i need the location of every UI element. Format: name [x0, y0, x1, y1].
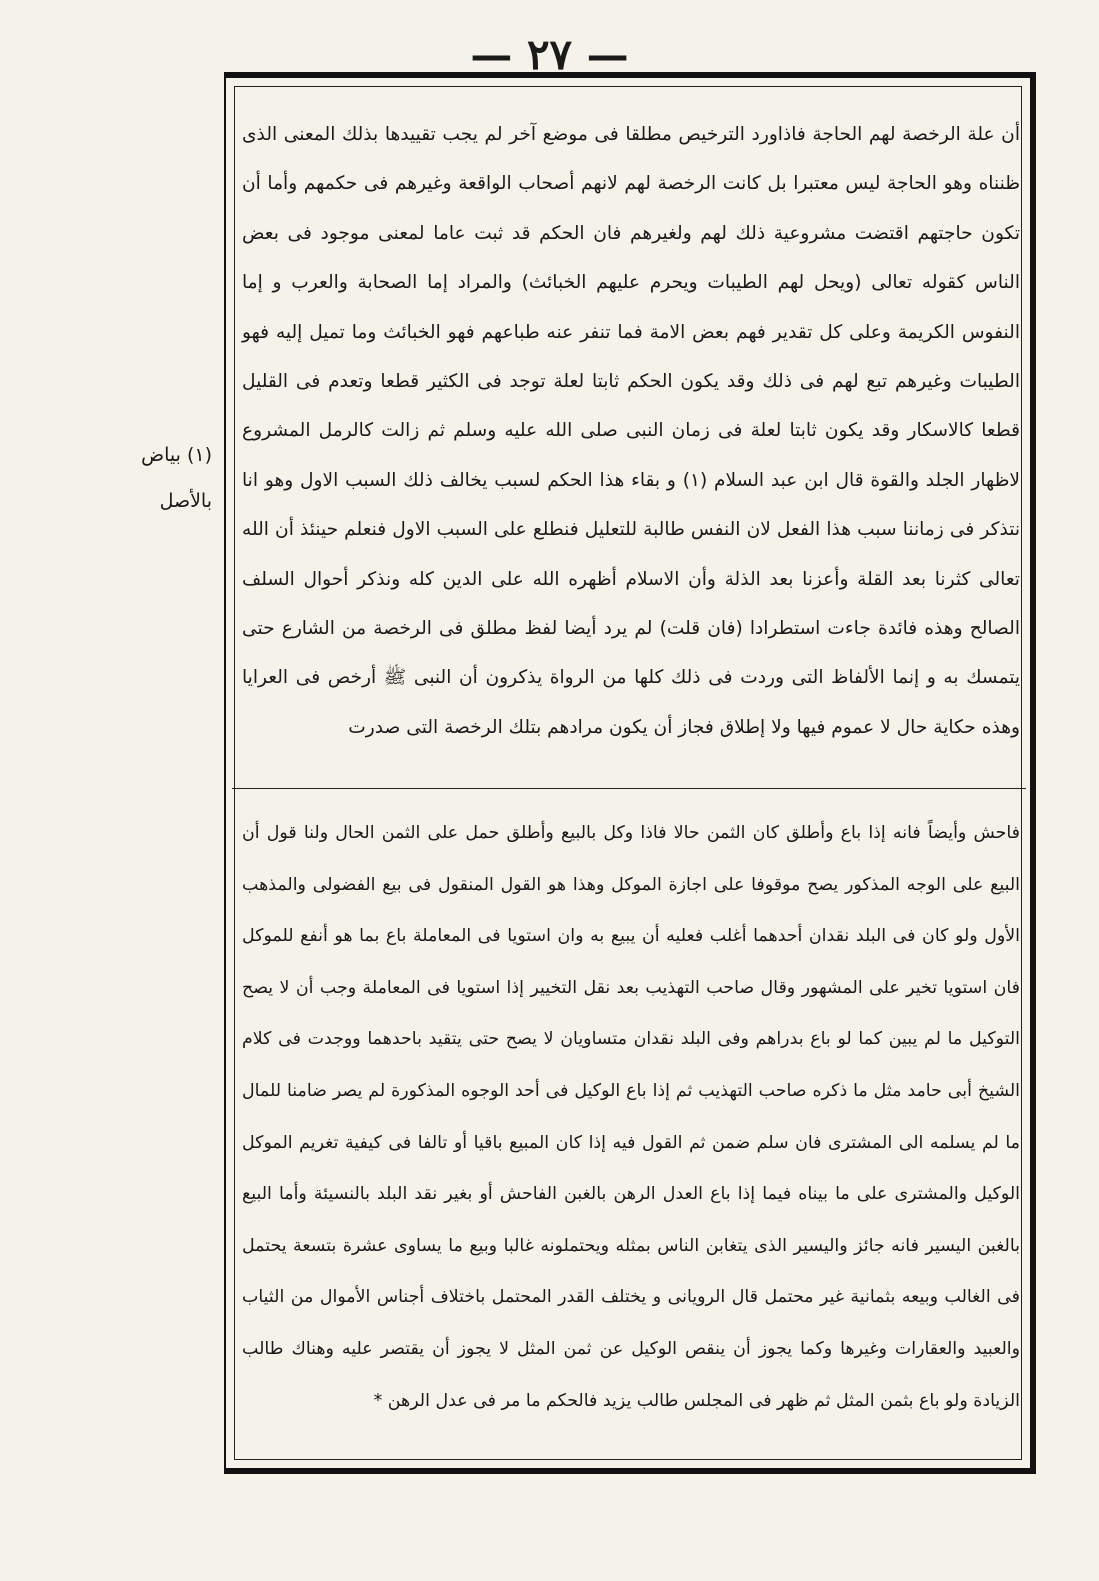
main-text-block: أن علة الرخصة لهم الحاجة فاذاورد الترخيص مطلقا فى موضع آخر لم يجب تقييدها بذلك المعنى الذى ظنناه وهو الحاجة ليس معتبرا بل كانت الرخصة لهم لانهم أصحاب الواقعة وغيرهم فى حكمهم وأما أن تكون حاجتهم اقتضت مشروعية ذلك لهم ولغيرهم فان الحكم قد ثبت عاما لمعنى موجود فى بعض الناس كقوله تعالى (ويحل لهم الطيبات ويحرم عليهم الخبائث) والمراد إما الصحابة والعرب و إما النفوس الكريمة وعلى كل تقدير فهم بعض الامة فما تنفر عنه طباعهم فهو الخبائث وما تميل إليه فهو الطيبات وغيرهم تبع لهم فى ذلك وقد يكون الحكم ثابتا لعلة توجد فى الكثير قطعا وتعدم فى القليل قطعا كالاسكار وقد يكون ثابتا لعلة فى زمان النبى صلى الله عليه وسلم ثم زالت كالرمل المشروع لاظهار الجلد والقوة قال ابن عبد السلام (١) و بقاء هذا الحكم لسبب يخالف ذلك السبب الاول وهو انا نتذكر فى زماننا سبب هذا الفعل لان النفس طالبة للتعليل فنطلع على السبب الاول فنعلم حينئذ أن الله تعالى كثرنا بعد القلة وأعزنا بعد الذلة وأن الاسلام أظهره الله على الدين كله ونذكر أحوال السلف الصالح وهذه فائدة جاءت استطرادا (فان قلت) لم يرد أيضا لفظ مطلق فى الرخصة من الشارع حتى يتمسك به و إنما الألفاظ التى وردت فى ذلك كلها من الرواة يذكرون أن النبى ﷺ أرخص فى العرايا وهذه حكاية حال لا عموم فيها ولا إطلاق فجاز أن يكون مرادهم بتلك الرخصة التى صدرت [242, 124, 1020, 738]
margin-footnote: (١) بياض بالأصل [141, 444, 212, 512]
commentary-text-block: فاحش وأيضاً فانه إذا باع وأطلق كان الثمن حالا فاذا وكل بالبيع وأطلق حمل على الثمن الحال ولنا قول أن البيع على الوجه المذكور يصح موقوفا على اجازة الموكل وهذا هو القول المنقول فى بيع الفضولى والمذهب الأول ولو كان فى البلد نقدان أحدهما أغلب فعليه أن يبيع به وان استويا فى المعاملة باع بما هو أنفع للموكل فان استويا تخير على المشهور وقال صاحب التهذيب بعد نقل التخيير إذا استويا فى المعاملة وجب أن لا يصح التوكيل ما لم يبين كما لو باع بدراهم وفى البلد نقدان متساويان لا يصح حتى يتقيد باحدهما ووجدت فى كلام الشيخ أبى حامد مثل ما ذكره صاحب التهذيب ثم إذا باع الوكيل فى أحد الوجوه المذكورة لم يصر ضامنا للمال ما لم يسلمه الى المشترى فان سلم ضمن ثم القول فيه إذا كان المبيع باقيا أو تالفا فى كيفية تغريم الموكل الوكيل والمشترى على ما بيناه فيما إذا باع العدل الرهن بالغبن الفاحش أو بغير نقد البلد بالنسيئة وأما البيع بالغبن اليسير فانه جائز واليسير الذى يتغابن الناس بمثله ويحتملونه غالبا وبيع ما يساوى عشرة بتسعة يحتمل فى الغالب وبيعه بثمانية غير محتمل قال الرويانى و يختلف القدر المحتمل باختلاف أجناس الأموال من الثياب والعبيد والعقارات وغيرها وكما يجوز أن ينقص الوكيل عن ثمن المثل لا يجوز أن يقتصر عليه وهناك طالب الزيادة ولو باع بثمن المثل ثم ظهر فى المجلس طالب يزيد فالحكم ما مر فى عدل الرهن * [242, 823, 1020, 1411]
page-number: — ٢٧ — [470, 30, 629, 79]
section-divider [232, 788, 1026, 789]
